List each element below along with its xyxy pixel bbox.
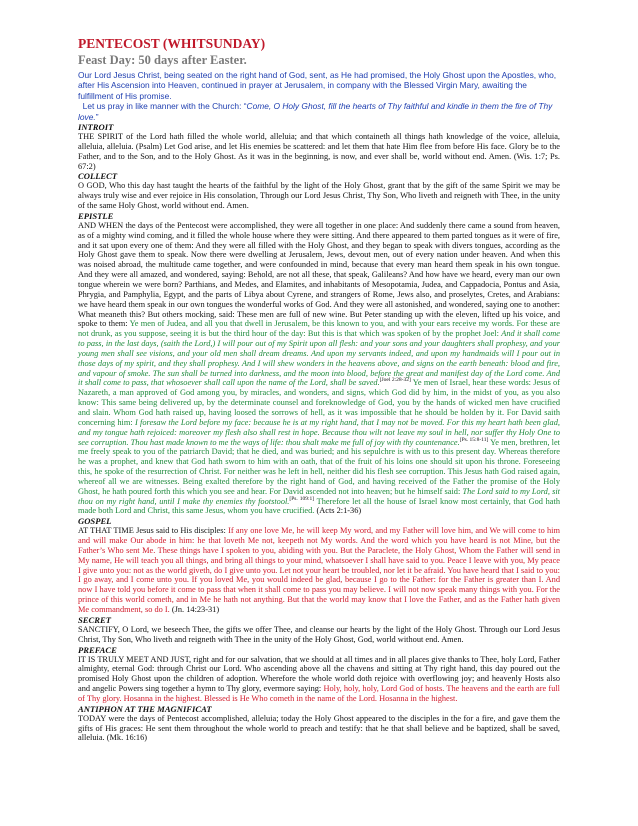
epistle-narrative: AND WHEN the days of the Pentecost were accomplished, they were all together in one place: And suddenly there came a sound from heaven, as of a mighty wind coming, and it filled the whole house where they were sitting. And there appeared to them parted tongues as it were of fire, and it sat upon every one of them: And they were all filled with the Holy Ghost, and they began to speak with divers tongues, according as the Holy Ghost gave them to speak. Now there were dwelling at Jerusalem, Jews, devout men, out of every nation under heaven. And when this was noised abroad, the multitude came together, and were confounded in mind, because that every man heard them speak in his own tongue. And they were all amazed, and wondered, saying: Behold, are not all these, that speak, Galileans? And how have we heard, every man our own tongue wherein we were born? Parthians, and Medes, and Elamites, and inhabitants of Mesopotamia, Judea, and Cappadocia, Pontus and Asia, Phrygia, and Pamphylia, Egypt, and the parts of Libya about Cyrene, and strangers of Rome, Jews also, and proselytes, Cretes, and Arabians: we have heard them speak in our own tongues the wonderful works of God. And they were all astonished, and wondered, saying one to another: What meaneth this? But others mocking, said: These men are full of new wine. But Peter standing up with the eleven, lifted up his voice, and spoke to them: <box>78 220 560 329</box>
ref-joel: [Joel 2:28-32] <box>379 377 411 384</box>
epistle-citation: (Acts 2:1-36) <box>314 506 362 516</box>
prayer-close: ” <box>95 111 99 122</box>
gospel-heading: GOSPEL <box>78 516 112 527</box>
psalm-15-quote: I foresaw the Lord before my face: because he is at my right hand, that I may not be moved. For this my heart hath been glad, and my tongue hath rejoiced: moreover my flesh also shall rest in hope. Because thou wilt not leave my soul in hell, nor suffer thy Holy One to see corruption. Thou hast made known to me the ways of life: thou shalt make me full of joy with thy countenance. <box>78 417 560 447</box>
prayer-quote: Come, O Holy Ghost, fill the hearts of Thy faithful and kindle in them the fire of Thy love. <box>78 101 553 122</box>
gospel-text <box>78 526 560 615</box>
introit-heading: INTROIT <box>78 122 114 133</box>
intro-prayer <box>78 101 560 122</box>
epistle-text <box>78 221 560 516</box>
collect-text: O GOD, Who this day hast taught the hearts of the faithful by the light of the Holy Ghost, grant that by the gift of the same Spirit we may be always truly wise and ever rejoice in His consolation, Through our Lord Jesus Christ, Thy Son, Who liveth and reigneth with Thee, in the unity of the same Holy Ghost, world without end. Amen. <box>78 181 560 211</box>
page-title: PENTECOST (WHITSUNDAY) <box>78 36 266 51</box>
preface-body: IT IS TRULY MEET AND JUST, right and for our salvation, that we should at all times and in all places give thanks to Thee, holy Lord, Father almighty, eternal God: through Christ our Lord. Who ascending above all the chavens and sitting at Thy right hand, this day poured out the promised Holy Ghost upon the children of adoption. Wherefore the whole world doth rejoice with overflowing joy; and heavenly Hosts also and angelic Powers sing together a hymn to Thy glory, evermore saying: <box>78 654 560 694</box>
peter-speech-4: Therefore let all the house of Israel know most certainly, that God hath made both Lord and Christ, this same Jesus, whom you have crucified. <box>78 496 560 516</box>
sanctus: Holy, holy, holy, Lord God of hosts. The heavens and the earth are full of Thy glory. Hosanna in the highest. Blessed is He Who cometh in the name of the Lord. Hosanna in the highest. <box>78 684 561 703</box>
antiphon-heading: ANTIPHON AT THE MAGNIFICAT <box>78 703 212 714</box>
joel-quote: And it shall come to pass, in the last days, (saith the Lord,) I will pour out of my Spirit upon all flesh: and your sons and your daughters shall prophesy, and your young men shall see visions, and your old men shall dream dreams. And upon my servants indeed, and upon my handmaids will I pour out in those days of my spirit, and they shall prophesy. And I will shew wonders in the heavens above, and signs on the earth beneath: blood and fire, and vapour of smoke. The sun shall be turned into darkness, and the moon into blood, before the great and manifest day of the Lord come. And it shall come to pass, that whosoever shall call upon the name of the Lord, shall be saved. <box>78 329 560 388</box>
gospel-lead: AT THAT TIME Jesus said to His disciples: <box>78 526 229 536</box>
secret-heading: SECRET <box>78 614 111 625</box>
ref-psalm-15: [Ps. 15:8-11] <box>459 436 489 443</box>
introit-text: THE SPIRIT of the Lord hath filled the whole world, alleluia; and that which containeth all things hath knowledge of the voice, alleluia, alleluia, alleluia. (Psalm) Let God arise, and let His enemies be scattered: and let them that hate Him flee from before His face. Glory be to the Father, and to the Son, and to the Holy Ghost. As it was in the beginning, is now, and ever shall be, world without end. Amen. (Wis. 1:7; Ps. 67:2) <box>78 132 560 171</box>
peter-speech-1: Ye men of Judea, and all you that dwell in Jerusalem, be this known to you, and with your ears receive my words. For these are not drunk, as you suppose, seeing it is but the third hour of the day: But this is that which was spoken of by the prophet Joel: <box>78 319 560 339</box>
words-of-christ: If any one love Me, he will keep My word, and my Father will love him, and We will come to him and will make Our abode in him: he that loveth Me not, keepeth not My words. And the word which you have heard is not Mine, but the Father’s Who sent Me. These things have I spoken to you, abiding with you. But the Paraclete, the Holy Ghost, Whom the Father will send in My name, He will teach you all things, and bring all things to your mind, whatsoever I shall have said to you. Peace I leave with you, My peace I give unto you: not as the world giveth, do I give unto you. Let not your heart be troubled, nor let it be afraid. You have heard that I said to you: I go away, and I come unto you. If you loved Me, you would indeed be glad, because I go to the Father: for the Father is greater than I. And now I have told you before it come to pass that when it shall come to pass you may believe. I will not now speak many things with you. For the prince of this world cometh, and in Me he hath not anything. But that the world may know that I love the Father, and as the Father hath given Me commandment, so do I. <box>78 526 560 614</box>
preface-text <box>78 655 560 704</box>
peter-speech-2: Ye men of Israel, hear these words: Jesus of Nazareth, a man approved of God among you, by miracles, and wonders, and signs, which God did by him, in the midst of you, as you also know: This same being delivered up, by the determinate counsel and foreknowledge of God, you by the hands of wicked men have crucified and slain. Whom God hath raised up, having loosed the sorrows of hell, as it was impossible that he should be holden by it. For David saith concerning him: <box>78 378 560 427</box>
secret-text: SANCTIFY, O Lord, we beseech Thee, the gifts we offer Thee, and cleanse our hearts by the light of the Holy Ghost. Through our Lord Jesus Christ, Thy Son, Who liveth and reigneth with Thee in the unity of the Holy Ghost, God, world without end. Amen. <box>78 624 560 644</box>
psalm-109-quote: The Lord said to my Lord, sit thou on my right hand, until I make thy enemies thy footstool. <box>78 486 560 506</box>
epistle-heading: EPISTLE <box>78 210 114 221</box>
preface-heading: PREFACE <box>78 644 117 655</box>
antiphon-text: TODAY were the days of Pentecost accomplished, alleluia; today the Holy Ghost appeared to the disciples in the for a fire, and gave them the gifts of His graces: He sent them throughout the whole world to preach and testify: that he that shall believe and be baptized, shall be saved, alleluia. (Mk. 16:16) <box>78 713 560 743</box>
peter-speech-3: Ye men, brethren, let me freely speak to you of the patriarch David; that he died, and was buried; and his sepulchre is with us to this present day. Whereas therefore he was a prophet, and knew that God hath sworn to him with an oath, that of the fruit of his loins one should sit upon his throne. Foreseeing this, he spoke of the resurrection of Christ. For neither was he left in hell, neither did his flesh see corruption. This Jesus hath God raised again, whereof all we are witnesses. Being exalted therefore by the right hand of God, and having received of the Father the promise of the Holy Ghost, he hath poured forth this which you see and hear. For David ascended not into heaven; but he himself said: <box>78 437 560 496</box>
gospel-citation: (Jn. 14:23-31) <box>169 605 220 614</box>
ref-psalm-109: [Ps. 109:1] <box>289 495 315 502</box>
prayer-lead: Let us pray in like manner with the Church: “ <box>82 101 247 112</box>
intro-paragraph <box>78 70 560 101</box>
collect-heading: COLLECT <box>78 171 118 182</box>
feast-day-subtitle: Feast Day: 50 days after Easter. <box>78 53 247 67</box>
intro-text: Our Lord Jesus Christ, being seated on the right hand of God, sent, as He had promised, the Holy Ghost upon the Apostles, who, after His Ascension into Heaven, continued in prayer at Jerusalem, in company with the Blessed Virgin Mary, awaiting the fulfillment of His promise. <box>78 70 557 101</box>
